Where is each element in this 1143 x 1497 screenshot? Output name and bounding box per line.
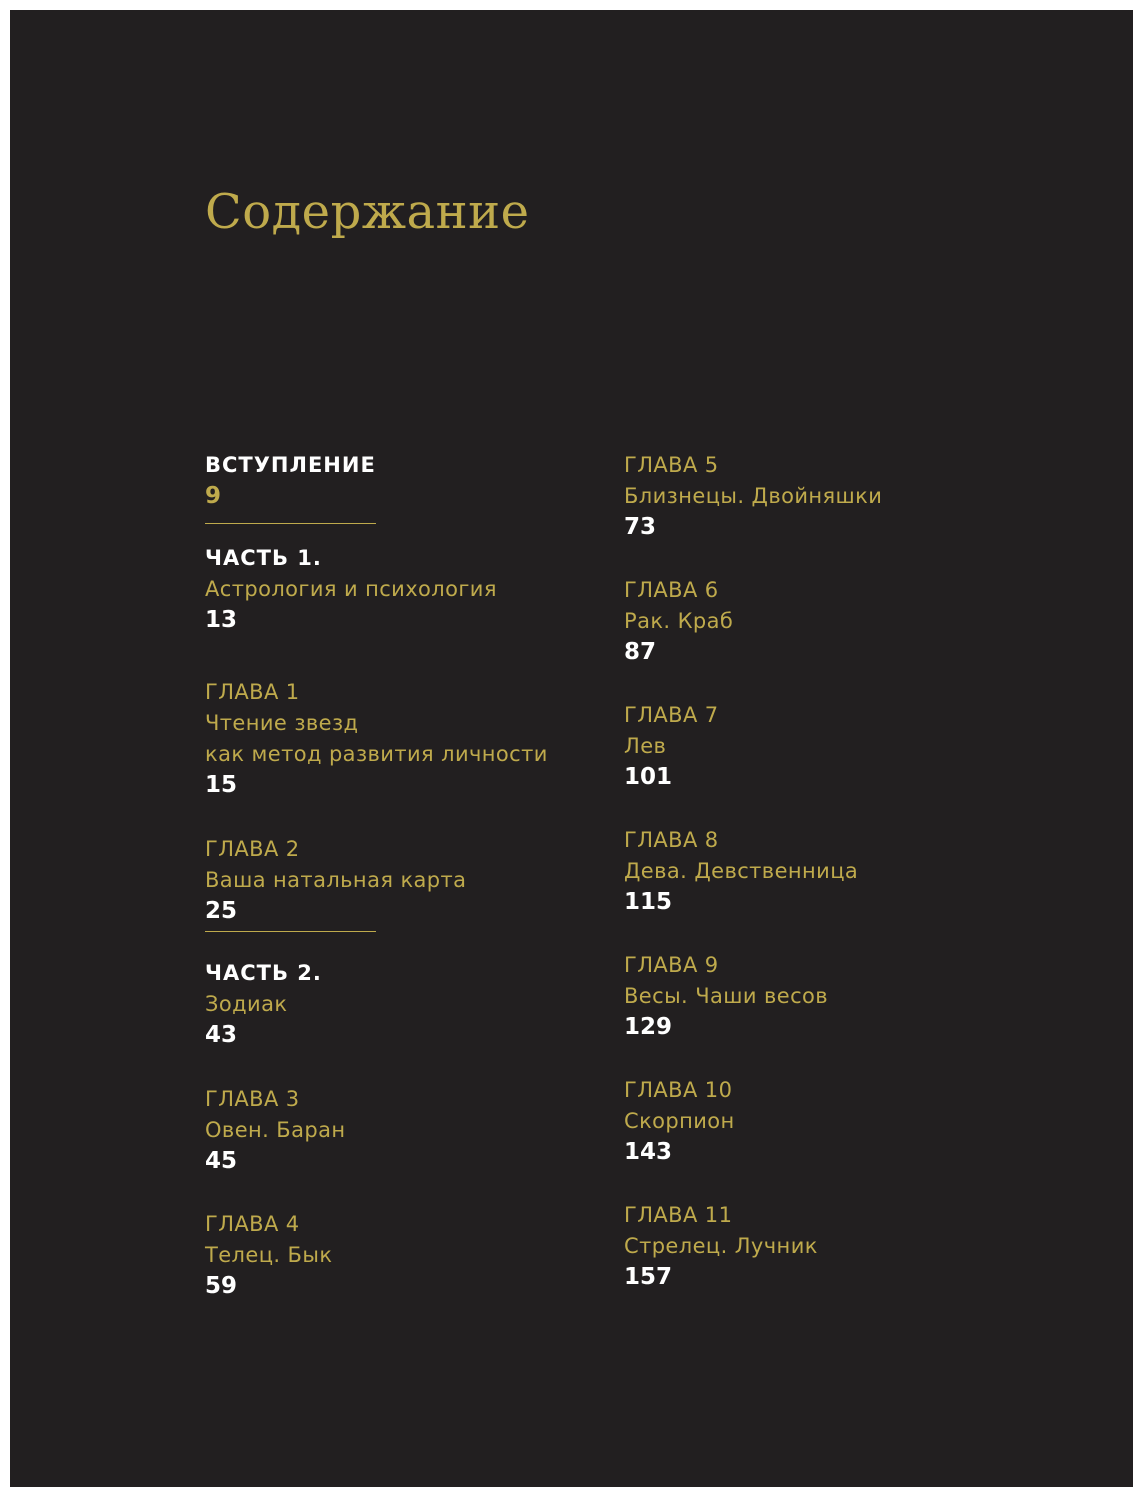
chapter-3-label: ГЛАВА 3 [205, 1087, 300, 1111]
toc-entry-part-1[interactable] [205, 543, 497, 635]
toc-entry-chapter-11[interactable] [624, 1200, 818, 1292]
chapter-11-label: ГЛАВА 11 [624, 1203, 733, 1227]
chapter-6-page-number: 87 [624, 639, 657, 665]
toc-entry-chapter-8[interactable] [624, 825, 858, 917]
section-divider [205, 931, 376, 932]
chapter-10-page-number: 143 [624, 1139, 673, 1165]
toc-page [10, 10, 1133, 1487]
chapter-8-title: Дева. Девственница [624, 859, 859, 883]
chapter-10-label: ГЛАВА 10 [624, 1078, 733, 1102]
toc-entry-chapter-3[interactable] [205, 1084, 346, 1176]
toc-entry-chapter-2[interactable] [205, 834, 466, 926]
chapter-5-title: Близнецы. Двойняшки [624, 484, 883, 508]
chapter-1-label: ГЛАВА 1 [205, 680, 300, 704]
chapter-3-title: Овен. Баран [205, 1118, 346, 1142]
toc-entry-chapter-1[interactable] [205, 677, 548, 800]
part-1-label: ЧАСТЬ 1. [205, 546, 322, 570]
section-divider [205, 523, 376, 524]
chapter-8-label: ГЛАВА 8 [624, 828, 719, 852]
toc-entry-chapter-6[interactable] [624, 575, 733, 667]
chapter-2-label: ГЛАВА 2 [205, 837, 300, 861]
toc-entry-intro[interactable] [205, 450, 376, 511]
toc-entry-chapter-10[interactable] [624, 1075, 735, 1167]
chapter-7-title: Лев [624, 734, 667, 758]
chapter-6-title: Рак. Краб [624, 609, 734, 633]
chapter-7-page-number: 101 [624, 764, 673, 790]
chapter-4-title: Телец. Бык [205, 1243, 333, 1267]
chapter-11-title: Стрелец. Лучник [624, 1234, 818, 1258]
chapter-9-label: ГЛАВА 9 [624, 953, 719, 977]
chapter-6-label: ГЛАВА 6 [624, 578, 719, 602]
chapter-1-title-line-2: как метод развития личности [205, 742, 548, 766]
toc-entry-chapter-7[interactable] [624, 700, 719, 792]
part-2-page-number: 43 [205, 1022, 238, 1048]
chapter-2-page-number: 25 [205, 898, 238, 924]
part-1-title: Астрология и психология [205, 577, 497, 601]
part-2-label: ЧАСТЬ 2. [205, 961, 322, 985]
part-1-page-number: 13 [205, 607, 238, 633]
chapter-9-page-number: 129 [624, 1014, 673, 1040]
chapter-1-title-line-1: Чтение звезд [205, 711, 359, 735]
toc-entry-chapter-5[interactable] [624, 450, 882, 542]
chapter-3-page-number: 45 [205, 1148, 238, 1174]
chapter-5-label: ГЛАВА 5 [624, 453, 719, 477]
toc-entry-chapter-9[interactable] [624, 950, 828, 1042]
chapter-8-page-number: 115 [624, 889, 673, 915]
page-title: Содержание [205, 184, 530, 240]
intro-page-number: 9 [205, 483, 222, 509]
chapter-9-title: Весы. Чаши весов [624, 984, 829, 1008]
chapter-5-page-number: 73 [624, 514, 657, 540]
chapter-7-label: ГЛАВА 7 [624, 703, 719, 727]
part-2-title: Зодиак [205, 992, 288, 1016]
chapter-1-page-number: 15 [205, 772, 238, 798]
chapter-4-page-number: 59 [205, 1273, 238, 1299]
chapter-4-label: ГЛАВА 4 [205, 1212, 300, 1236]
toc-entry-part-2[interactable] [205, 958, 322, 1050]
chapter-11-page-number: 157 [624, 1264, 673, 1290]
intro-label: ВСТУПЛЕНИЕ [205, 453, 376, 477]
toc-entry-chapter-4[interactable] [205, 1209, 332, 1301]
chapter-2-title: Ваша натальная карта [205, 868, 467, 892]
chapter-10-title: Скорпион [624, 1109, 735, 1133]
